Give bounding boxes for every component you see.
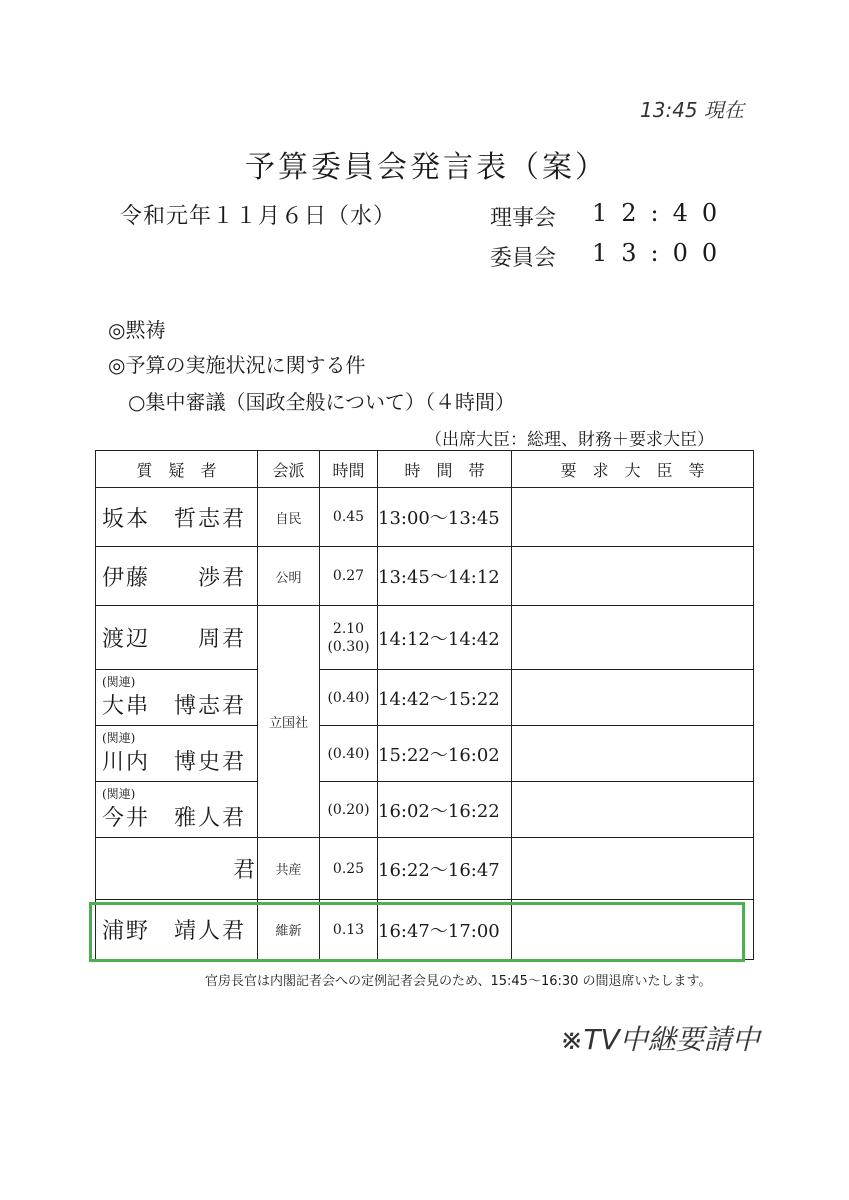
document-title: 予算委員会発言表（案） <box>245 150 608 185</box>
handwritten-tv-note: ※TV中継要請中 <box>560 1023 760 1056</box>
requested-ministers <box>512 782 754 838</box>
duration: (0.40) <box>320 726 378 782</box>
header-faction: 会派 <box>258 451 320 488</box>
agenda-item-silent-prayer: ◎黙祷 <box>108 318 166 342</box>
table-row <box>96 782 754 838</box>
related-tag: (関連) <box>102 787 136 801</box>
header-requested-ministers: 要 求 大 臣 等 <box>512 451 754 488</box>
faction: 立国社 <box>258 606 320 838</box>
header-time-slot: 時 間 帯 <box>378 451 512 488</box>
duration-total: 2.10 <box>332 620 365 637</box>
requested-ministers <box>512 670 754 726</box>
duration: 0.13 <box>320 900 378 960</box>
related-tag: (関連) <box>102 731 136 745</box>
faction: 維新 <box>258 900 320 960</box>
attending-ministers: （出席大臣：総理、財務＋要求大臣） <box>425 430 714 450</box>
table-row <box>96 488 754 547</box>
speaker-name: 渡辺 周君 <box>96 606 258 670</box>
time-slot: 13:00～13:45 <box>378 488 512 547</box>
time-slot: 15:22～16:02 <box>378 726 512 782</box>
duration: 0.27 <box>320 547 378 606</box>
time-slot: 14:12～14:42 <box>378 606 512 670</box>
speaker-name: (関連) 大串 博志君 <box>96 670 258 726</box>
requested-ministers <box>512 488 754 547</box>
table-row <box>96 547 754 606</box>
highlight-box <box>89 902 745 962</box>
time-slot: 16:47～17:00 <box>378 900 512 960</box>
faction: 共産 <box>258 838 320 900</box>
header-questioner: 質 疑 者 <box>96 451 258 488</box>
time-slot: 16:02～16:22 <box>378 782 512 838</box>
time-slot: 14:42～15:22 <box>378 670 512 726</box>
table-row <box>96 838 754 900</box>
footnote: 官房長官は内閣記者会への定例記者会見のため、15:45～16:30 の間退席いたします。 <box>205 974 712 989</box>
requested-ministers <box>512 726 754 782</box>
speaker-name: (関連) 今井 雅人君 <box>96 782 258 838</box>
speaker-name: 浦野 靖人君 <box>96 900 258 960</box>
agenda-item-intensive-review: ○集中審議（国政全般について）（４時間） <box>128 390 516 414</box>
session-date: 令和元年１１月６日（水） <box>120 204 397 229</box>
faction: 公明 <box>258 547 320 606</box>
duration-own: (0.30) <box>327 638 370 655</box>
duration: (0.20) <box>320 782 378 838</box>
time-slot: 16:22～16:47 <box>378 838 512 900</box>
duration: 0.25 <box>320 838 378 900</box>
schedule-time-board: 12:40 <box>592 199 732 227</box>
table-row <box>96 606 754 670</box>
duration <box>320 606 378 670</box>
speaker-name: 君 <box>96 838 258 900</box>
header-duration: 時間 <box>320 451 378 488</box>
faction: 自民 <box>258 488 320 547</box>
requested-ministers <box>512 606 754 670</box>
time-slot: 13:45～14:12 <box>378 547 512 606</box>
speaker-name: 伊藤 渉君 <box>96 547 258 606</box>
table-row <box>96 726 754 782</box>
duration: (0.40) <box>320 670 378 726</box>
requested-ministers <box>512 547 754 606</box>
schedule-label-board: 理事会 <box>490 206 557 231</box>
table-row <box>96 670 754 726</box>
schedule-time-committee: 13:00 <box>592 239 732 267</box>
speaker-name: 坂本 哲志君 <box>96 488 258 547</box>
handwritten-timestamp: 13:45 現在 <box>640 98 744 122</box>
speaker-name: (関連) 川内 博史君 <box>96 726 258 782</box>
schedule-label-committee: 委員会 <box>490 246 557 271</box>
related-tag: (関連) <box>102 675 136 689</box>
speaker-table <box>95 450 754 960</box>
agenda-item-budget: ◎予算の実施状況に関する件 <box>108 353 366 377</box>
requested-ministers <box>512 838 754 900</box>
duration: 0.45 <box>320 488 378 547</box>
table-header-row <box>96 451 754 488</box>
